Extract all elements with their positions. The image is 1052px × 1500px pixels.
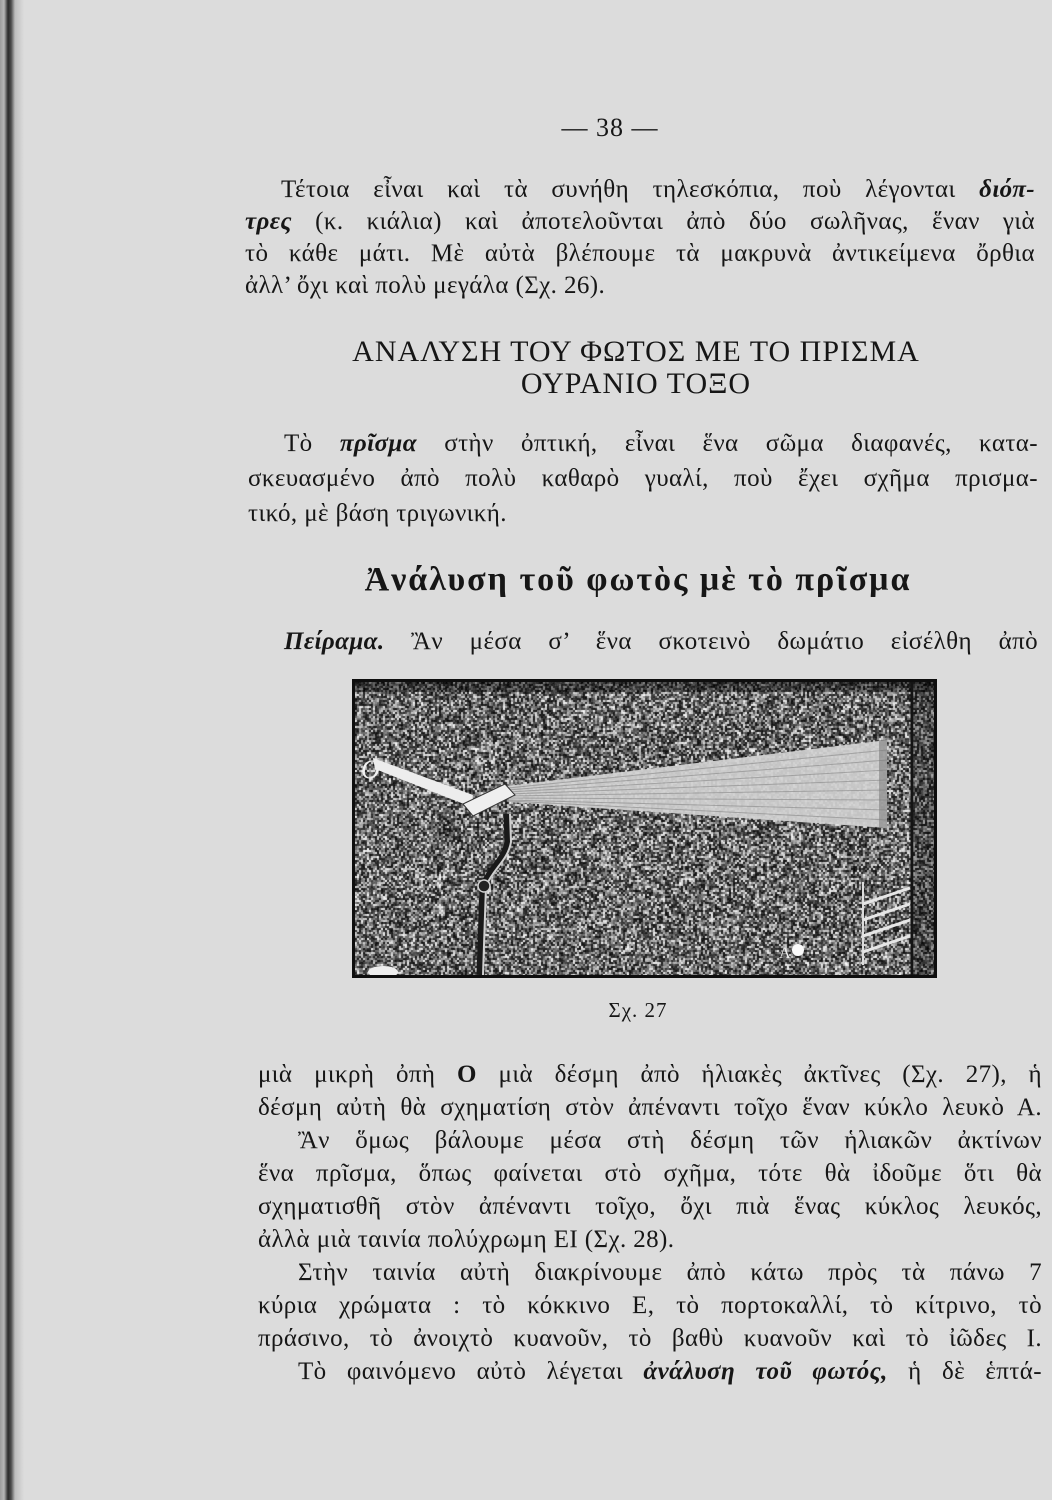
text-run: ἡ δὲ ἑπτά- [887,1358,1042,1385]
figure-27-drawing [355,682,934,975]
text-line [258,1058,1042,1091]
lattice-bar [863,920,910,936]
text-run: σχηματισθῆ στὸν ἀπέναντι τοῖχο, ὄχι πιὰ ἕνας κύκλος λευκός, [258,1193,1042,1220]
text-line [258,1157,1042,1190]
hole-symbol: Ο [457,1061,477,1088]
text-line [245,174,1035,206]
lattice-bar [863,888,910,904]
term-diopters-cont: τρες [245,208,292,235]
dispersed-light-beam [507,740,887,828]
chapter-heading-line-2: ΟΥΡΑΝΙΟ ΤΟΞΟ [520,367,752,400]
text-run: τὸ κάθε μάτι. Μὲ αὐτὰ βλέπουμε τὰ μακρυνὰ ἀντικείμενα ὄρθια [245,240,1035,267]
text-line [258,1124,1042,1157]
text-run: πράσινο, τὸ ἀνοιχτὸ κυανοῦν, τὸ βαθὺ κυανοῦν καὶ τὸ ἰῶδες Ι. [258,1325,1042,1352]
text-run: μιὰ μικρὴ ὀπὴ [258,1061,458,1088]
text-run: Ἂν μέσα σ’ ἕνα σκοτεινὸ δωμάτιο εἰσέλθη ἀπὸ [384,628,1038,655]
text-run: Τὸ φαινόμενο αὐτὸ λέγεται [298,1358,644,1385]
chapter-heading [236,336,1036,400]
text-run: στὴν ὀπτική, εἶναι ἕνα σῶμα διαφανές, κατα- [416,430,1038,457]
side-wall-shade [914,682,934,975]
text-line [245,206,1035,238]
text-line [248,461,1038,496]
text-run: ἕνα πρῖσμα, ὅπως φαίνεται στὸ σχῆμα, τότε θὰ ἰδοῦμε ὅτι θὰ [258,1160,1042,1187]
figure-caption: Σχ. 27 [608,998,668,1022]
term-experiment: Πείραμα. [284,628,385,655]
text-run: Τέτοια εἶναι καὶ τὰ συνήθη τηλεσκόπια, ποὺ λέγονται [281,176,980,203]
stand-joint [478,880,490,892]
scan-binding-edge [0,0,24,1500]
hole-label: Ο [361,755,380,784]
text-run: Τὸ [284,430,340,457]
text-line [248,426,1038,461]
prism-definition-paragraph [248,426,1038,531]
telescopes-paragraph [245,174,1035,302]
spectrum-on-wall [879,740,887,828]
spot-label: Α [779,945,791,962]
text-run: σκευασμένο ἀπὸ πολὺ καθαρὸ γυαλί, ποὺ ἔχει σχῆμα πρισμα- [248,465,1038,492]
window-lattice [863,882,910,965]
text-run: Στὴν ταινία αὐτὴ διακρίνουμε ἀπὸ κάτω πρὸς τὰ πάνω 7 [298,1259,1042,1286]
text-line [258,1223,1042,1256]
text-line [258,1322,1042,1355]
text-run: δέσμη αὐτὴ θὰ σχηματίση στὸν ἀπέναντι τοῖχο ἕναν κύκλο λευκὸ Α. [258,1094,1042,1121]
text-line [258,1256,1042,1289]
text-run: μιὰ δέσμη ἀπὸ ἡλιακὲς ἀκτῖνες (Σχ. 27), ἡ [476,1061,1042,1088]
text-line [258,1289,1042,1322]
chapter-heading-line-1: ΑΝΑΛΥΣΗ ΤΟΥ ΦΩΤΟΣ ΜΕ ΤΟ ΠΡΙΣΜΑ [352,335,920,368]
text-line [245,270,1035,302]
lattice-bar [863,904,910,920]
term-dispersion-of-light: ἀνάλυση τοῦ φωτός, [643,1358,888,1385]
figure-27 [352,679,937,978]
experiment-intro [248,625,1038,658]
term-diopters: διόπ- [979,176,1035,203]
text-run: Ἂν ὅμως βάλουμε μέσα στὴ δέσμη τῶν ἡλιακῶν ἀκτίνων [298,1127,1042,1154]
text-line [248,496,1038,531]
term-prism: πρῖσμα [339,430,417,457]
text-run: τικό, μὲ βάση τριγωνική. [248,500,507,527]
text-line [245,238,1035,270]
white-light-spot [792,944,804,956]
text-line [258,1091,1042,1124]
text-line [258,1190,1042,1223]
prism-shape [463,784,515,816]
incident-light-beam [373,758,473,806]
text-run: κύρια χρώματα : τὸ κόκκινο Ε, τὸ πορτοκαλλί, τὸ κίτρινο, τὸ [258,1292,1042,1319]
text-run: ἀλλὰ μιὰ ταινία πολύχρωμη ΕΙ (Σχ. 28). [258,1226,675,1253]
experiment-paragraphs [258,1058,1042,1388]
floor-light-patch [368,966,398,975]
text-line [248,625,1038,658]
text-run: ἀλλ’ ὄχι καὶ πολὺ μεγάλα (Σχ. 26). [245,272,606,299]
text-run: (κ. κιάλια) καὶ ἀποτελοῦνται ἀπὸ δύο σωλῆνας, ἕναν γιὰ [291,208,1035,235]
section-title: Ἀνάλυση τοῦ φωτὸς μὲ τὸ πρῖσμα [364,561,912,598]
page-number: — 38 — [561,113,659,142]
text-line [258,1355,1042,1388]
lattice-bar [863,936,910,952]
